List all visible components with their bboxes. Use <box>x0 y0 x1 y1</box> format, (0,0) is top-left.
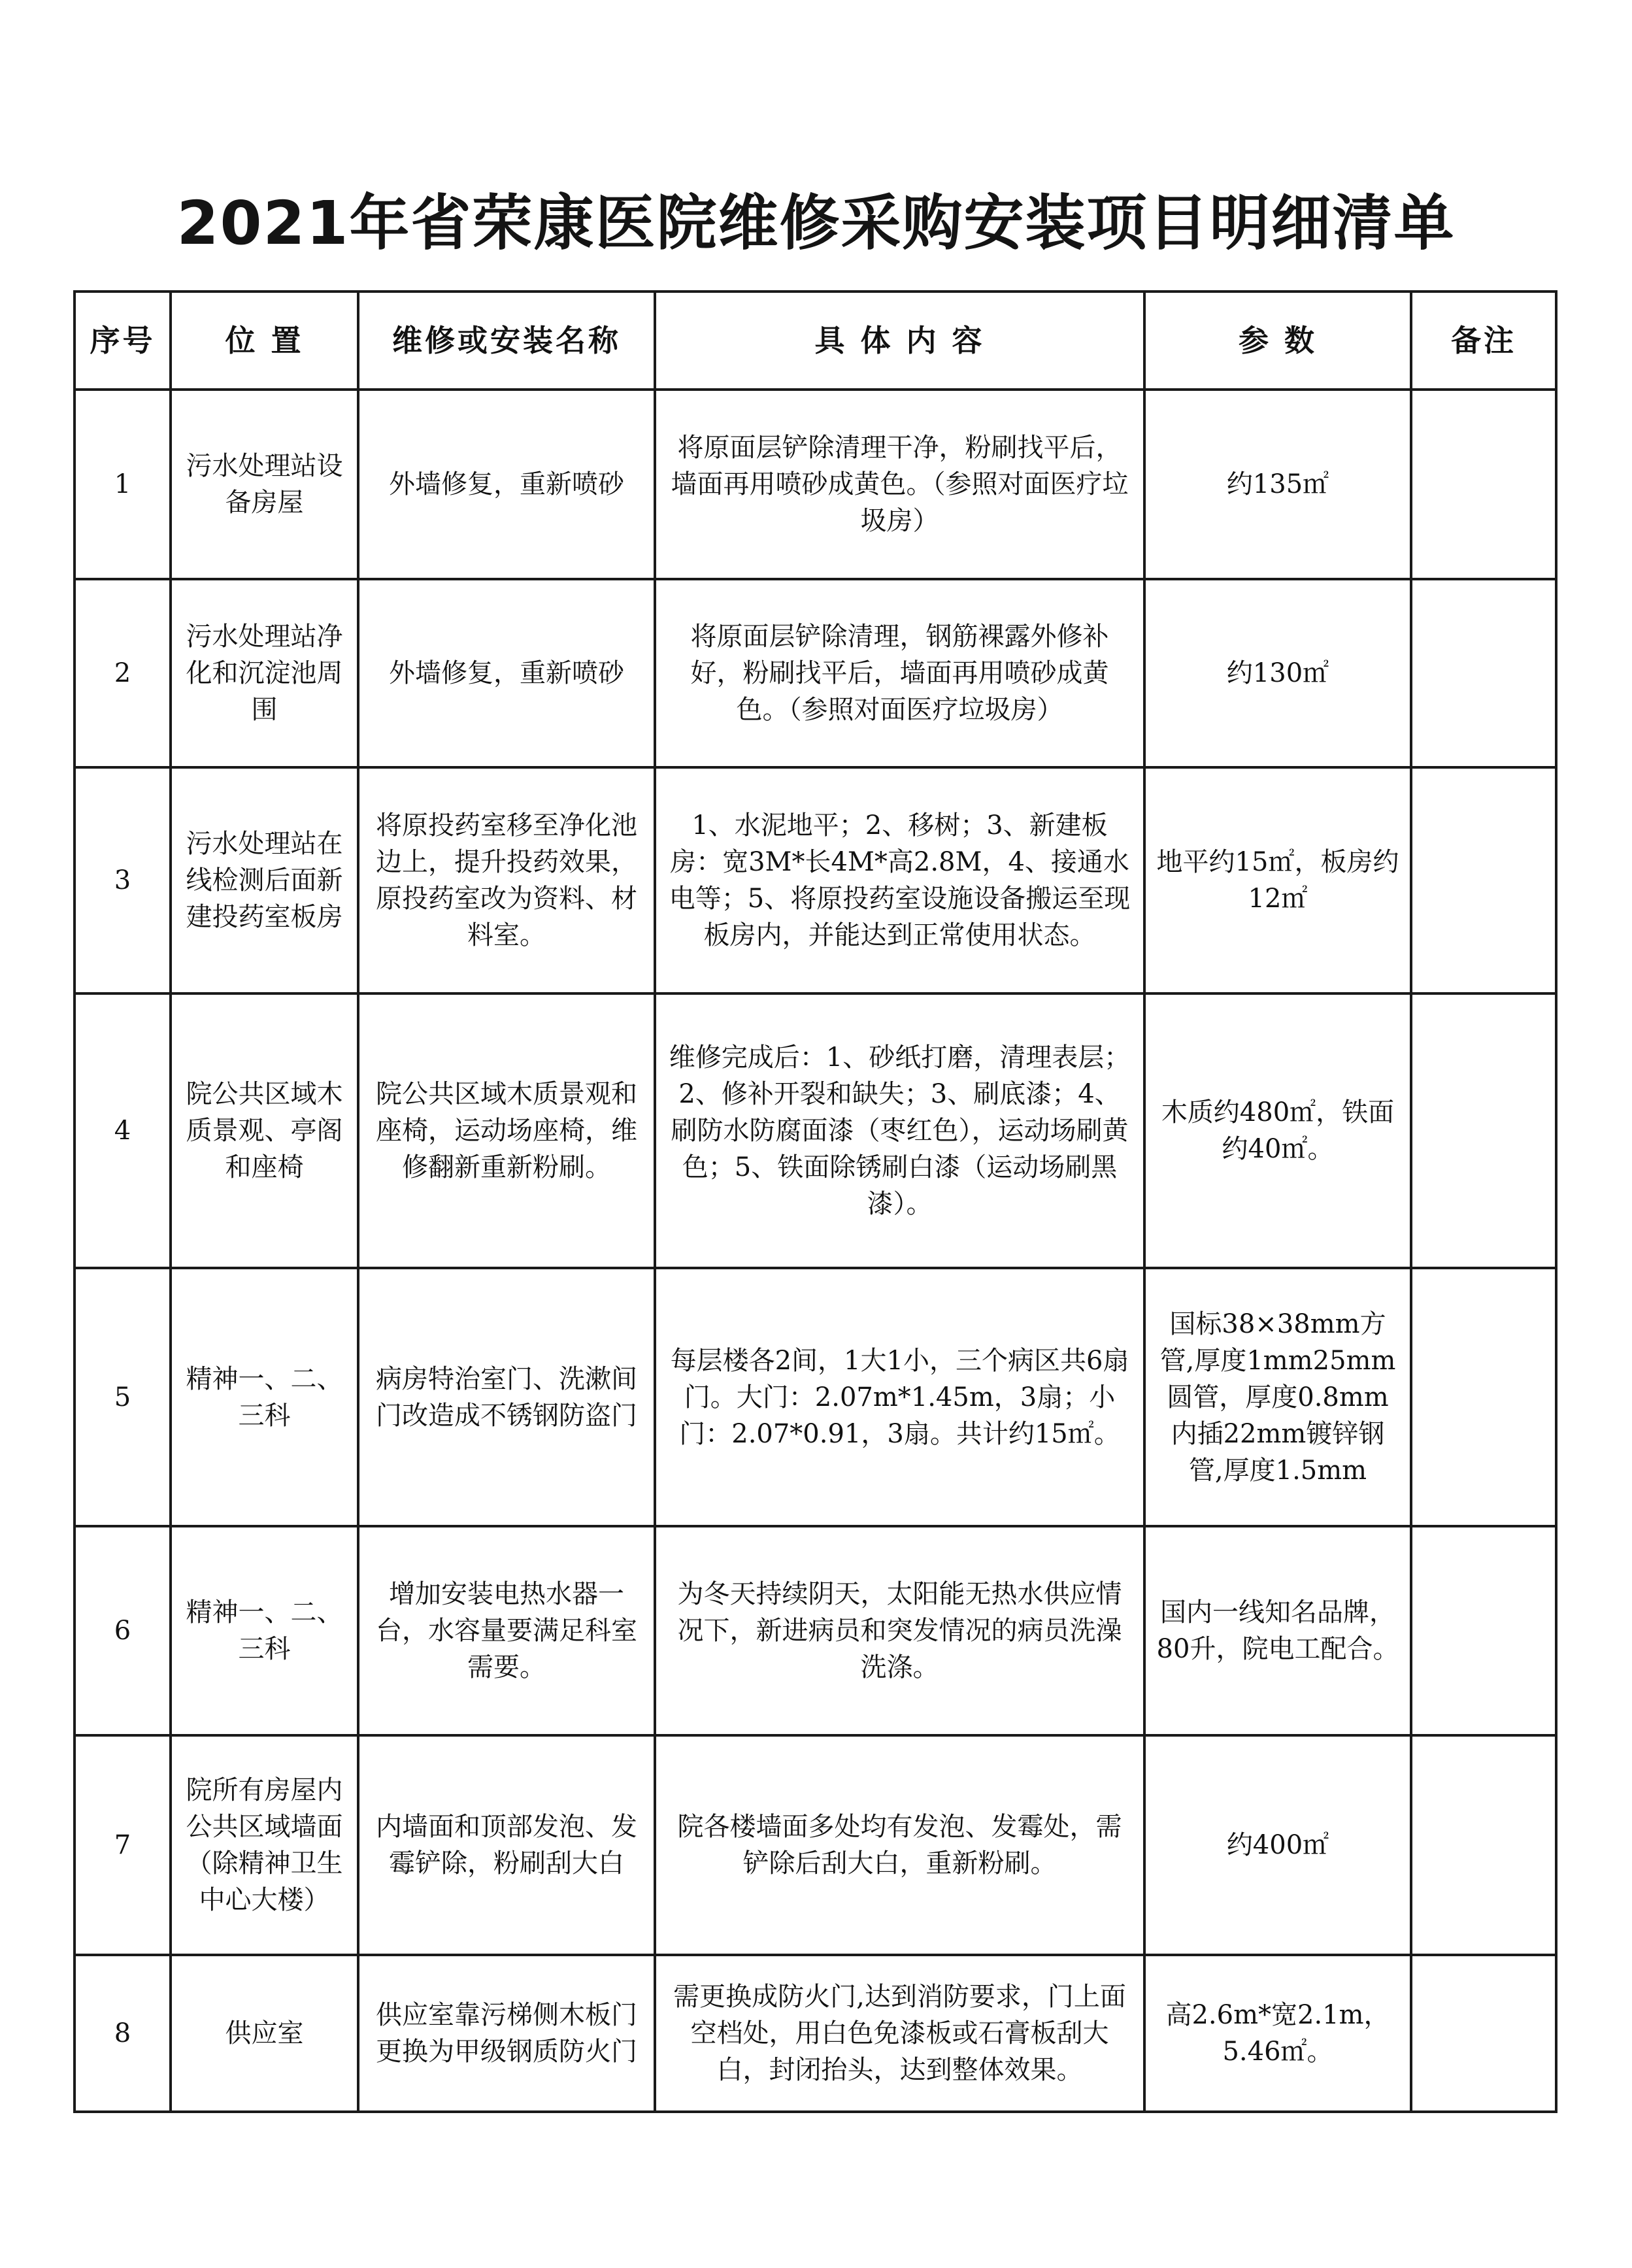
cell-name: 外墙修复，重新喷砂 <box>358 579 655 767</box>
cell-params: 约130㎡ <box>1144 579 1411 767</box>
cell-location: 精神一、二、三科 <box>171 1526 358 1735</box>
table-row <box>75 390 1556 579</box>
cell-location: 院公共区域木质景观、亭阁和座椅 <box>171 993 358 1268</box>
cell-remark <box>1411 1526 1556 1735</box>
table-row <box>75 767 1556 993</box>
cell-name: 将原投药室移至净化池边上，提升投药效果，原投药室改为资料、材料室。 <box>358 767 655 993</box>
header-remark: 备注 <box>1411 292 1556 390</box>
cell-content: 院各楼墙面多处均有发泡、发霉处，需铲除后刮大白，重新粉刷。 <box>655 1735 1144 1955</box>
table-row <box>75 1955 1556 2112</box>
cell-params: 地平约15㎡，板房约12㎡ <box>1144 767 1411 993</box>
cell-content: 每层楼各2间，1大1小，三个病区共6扇门。大门：2.07m*1.45m，3扇；小门：2.07*0.91，3扇。共计约15㎡。 <box>655 1268 1144 1526</box>
cell-params: 约135㎡ <box>1144 390 1411 579</box>
table-row <box>75 1526 1556 1735</box>
cell-params: 约400㎡ <box>1144 1735 1411 1955</box>
table-row <box>75 1735 1556 1955</box>
cell-params: 国标38×38mm方管,厚度1mm25mm圆管，厚度0.8mm内插22mm镀锌钢管,厚度1.5mm <box>1144 1268 1411 1526</box>
header-content: 具 体 内 容 <box>655 292 1144 390</box>
cell-location: 污水处理站设备房屋 <box>171 390 358 579</box>
cell-index: 6 <box>75 1526 171 1735</box>
cell-location: 院所有房屋内公共区域墙面（除精神卫生中心大楼） <box>171 1735 358 1955</box>
cell-params: 国内一线知名品牌，80升，院电工配合。 <box>1144 1526 1411 1735</box>
table-row <box>75 993 1556 1268</box>
cell-location: 精神一、二、三科 <box>171 1268 358 1526</box>
cell-content: 将原面层铲除清理，钢筋裸露外修补好，粉刷找平后，墙面再用喷砂成黄色。（参照对面医疗垃圾房） <box>655 579 1144 767</box>
cell-index: 5 <box>75 1268 171 1526</box>
header-params: 参 数 <box>1144 292 1411 390</box>
cell-remark <box>1411 579 1556 767</box>
cell-index: 8 <box>75 1955 171 2112</box>
cell-location: 供应室 <box>171 1955 358 2112</box>
cell-content: 1、水泥地平；2、移树；3、新建板房：宽3M*长4M*高2.8M，4、接通水电等；5、将原投药室设施设备搬运至现板房内，并能达到正常使用状态。 <box>655 767 1144 993</box>
cell-name: 内墙面和顶部发泡、发霉铲除，粉刷刮大白 <box>358 1735 655 1955</box>
cell-index: 1 <box>75 390 171 579</box>
cell-remark <box>1411 1268 1556 1526</box>
cell-name: 院公共区域木质景观和座椅，运动场座椅，维修翻新重新粉刷。 <box>358 993 655 1268</box>
cell-name: 病房特治室门、洗漱间门改造成不锈钢防盗门 <box>358 1268 655 1526</box>
cell-name: 供应室靠污梯侧木板门更换为甲级钢质防火门 <box>358 1955 655 2112</box>
cell-content: 为冬天持续阴天，太阳能无热水供应情况下，新进病员和突发情况的病员洗澡洗涤。 <box>655 1526 1144 1735</box>
cell-remark <box>1411 767 1556 993</box>
cell-remark <box>1411 1735 1556 1955</box>
table-row <box>75 1268 1556 1526</box>
detail-table <box>73 290 1557 2113</box>
cell-location: 污水处理站净化和沉淀池周围 <box>171 579 358 767</box>
cell-index: 4 <box>75 993 171 1268</box>
header-row <box>75 292 1556 390</box>
table-row <box>75 579 1556 767</box>
cell-index: 7 <box>75 1735 171 1955</box>
cell-remark <box>1411 993 1556 1268</box>
cell-content: 将原面层铲除清理干净，粉刷找平后，墙面再用喷砂成黄色。（参照对面医疗垃圾房） <box>655 390 1144 579</box>
header-location: 位 置 <box>171 292 358 390</box>
cell-name: 外墙修复，重新喷砂 <box>358 390 655 579</box>
header-index: 序号 <box>75 292 171 390</box>
cell-params: 高2.6m*宽2.1m，5.46㎡。 <box>1144 1955 1411 2112</box>
cell-params: 木质约480㎡，铁面约40㎡。 <box>1144 993 1411 1268</box>
cell-index: 2 <box>75 579 171 767</box>
page-title: 2021年省荣康医院维修采购安装项目明细清单 <box>176 188 1456 258</box>
cell-location: 污水处理站在线检测后面新建投药室板房 <box>171 767 358 993</box>
header-name: 维修或安装名称 <box>358 292 655 390</box>
cell-content: 维修完成后：1、砂纸打磨，清理表层；2、修补开裂和缺失；3、刷底漆；4、刷防水防腐面漆（枣红色），运动场刷黄色；5、铁面除锈刷白漆（运动场刷黑漆）。 <box>655 993 1144 1268</box>
cell-content: 需更换成防火门,达到消防要求，门上面空档处，用白色免漆板或石膏板刮大白，封闭抬头，达到整体效果。 <box>655 1955 1144 2112</box>
cell-remark <box>1411 1955 1556 2112</box>
cell-index: 3 <box>75 767 171 993</box>
cell-remark <box>1411 390 1556 579</box>
cell-name: 增加安装电热水器一台，水容量要满足科室需要。 <box>358 1526 655 1735</box>
